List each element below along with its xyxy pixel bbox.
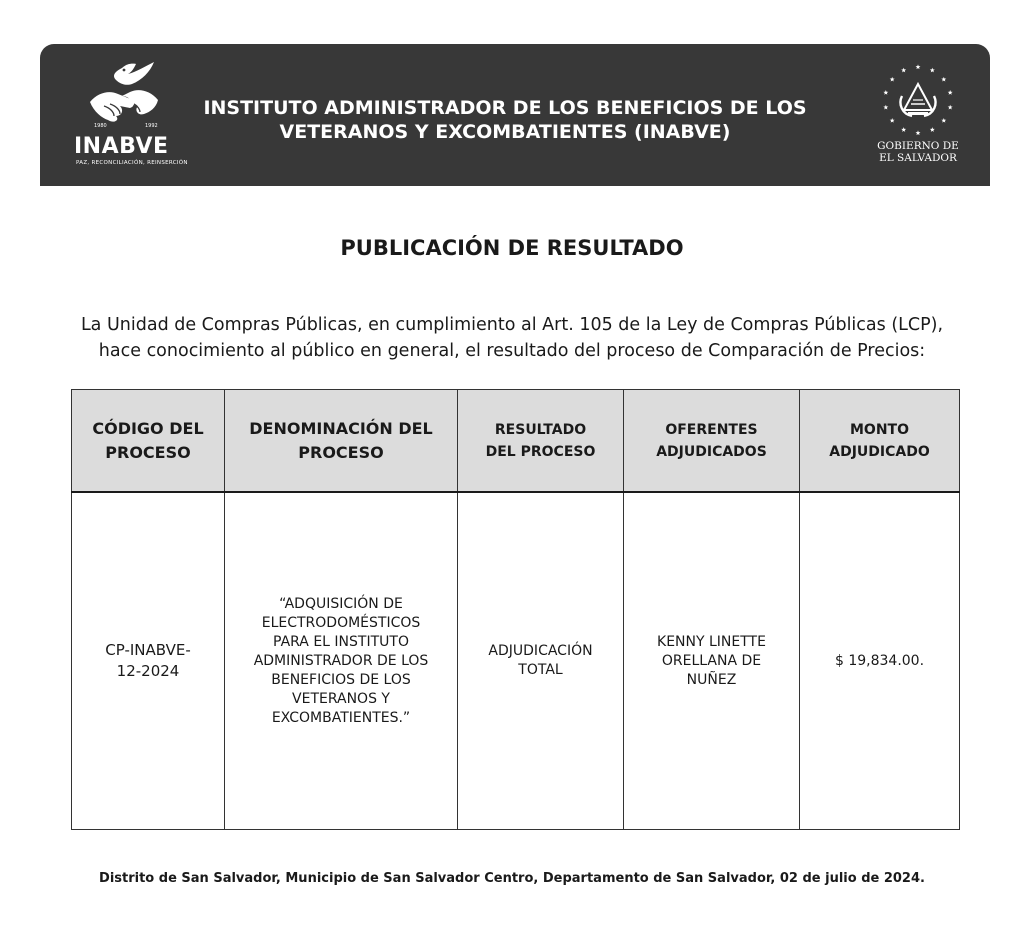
star-icon <box>948 105 953 110</box>
star-icon <box>901 127 906 132</box>
publication-title: PUBLICACIÓN DE RESULTADO <box>340 236 684 260</box>
institution-title-line2: VETERANOS Y EXCOMBATIENTES (INABVE) <box>279 121 731 143</box>
inabve-tagline: PAZ, RECONCILIACIÓN, REINSERCIÓN <box>76 160 188 166</box>
inabve-brand-text: INABVE <box>74 134 169 159</box>
inabve-logo <box>70 62 190 170</box>
star-icon <box>883 90 888 95</box>
government-name-line2: EL SALVADOR <box>879 152 957 164</box>
results-table <box>71 389 960 830</box>
cell-process-code: CP-INABVE- 12-2024 <box>72 492 225 830</box>
cell-awarded-amount: $ 19,834.00. <box>800 492 960 830</box>
star-icon <box>883 105 888 110</box>
star-icon <box>901 68 906 73</box>
star-icon <box>930 68 935 73</box>
star-icon <box>941 77 946 82</box>
star-icon <box>941 118 946 123</box>
header-banner <box>40 44 990 186</box>
header-awarded-bidders: OFERENTES ADJUDICADOS <box>624 390 800 493</box>
institution-title <box>190 96 820 144</box>
institution-title-line1: INSTITUTO ADMINISTRADOR DE LOS BENEFICIOS DE LOS <box>203 97 807 119</box>
intro-line1: La Unidad de Compras Públicas, en cumplimiento al Art. 105 de la Ley de Compras Públicas (LCP), <box>80 315 944 335</box>
star-icon <box>890 77 895 82</box>
header-process-result: RESULTADO DEL PROCESO <box>458 390 624 493</box>
star-icon <box>948 90 953 95</box>
intro-paragraph <box>20 312 1004 364</box>
cell-process-result: ADJUDICACIÓN TOTAL <box>458 492 624 830</box>
table-header-row <box>72 390 960 493</box>
founding-year-start: 1980 <box>94 123 107 129</box>
header-process-name: DENOMINACIÓN DEL PROCESO <box>225 390 458 493</box>
cell-process-name: “ADQUISICIÓN DE ELECTRODOMÉSTICOS PARA EL INSTITUTO ADMINISTRADOR DE LOS BENEFICIOS DE LOS VETERANOS Y EXCOMBATIENTES.” <box>225 492 458 830</box>
intro-line2: hace conocimiento al público en general, el resultado del proceso de Comparación de Precios: <box>98 341 926 361</box>
star-icon <box>930 127 935 132</box>
star-icon <box>916 64 921 69</box>
table-row <box>72 492 960 830</box>
cell-awarded-bidders: KENNY LINETTE ORELLANA DE NUÑEZ <box>624 492 800 830</box>
government-name <box>870 140 966 164</box>
founding-year-end: 1992 <box>145 123 158 129</box>
star-icon <box>916 130 921 135</box>
government-name-line1: GOBIERNO DE <box>877 140 959 152</box>
footer-location-date: Distrito de San Salvador, Municipio de San Salvador Centro, Departamento de San Salvador, 02 de julio de 2024. <box>99 871 925 886</box>
header-awarded-amount: MONTO ADJUDICADO <box>800 390 960 493</box>
header-process-code: CÓDIGO DEL PROCESO <box>72 390 225 493</box>
star-icon <box>890 118 895 123</box>
dove-handshake-icon <box>84 62 164 130</box>
coat-of-arms-icon <box>880 62 956 138</box>
government-logo <box>870 62 966 172</box>
